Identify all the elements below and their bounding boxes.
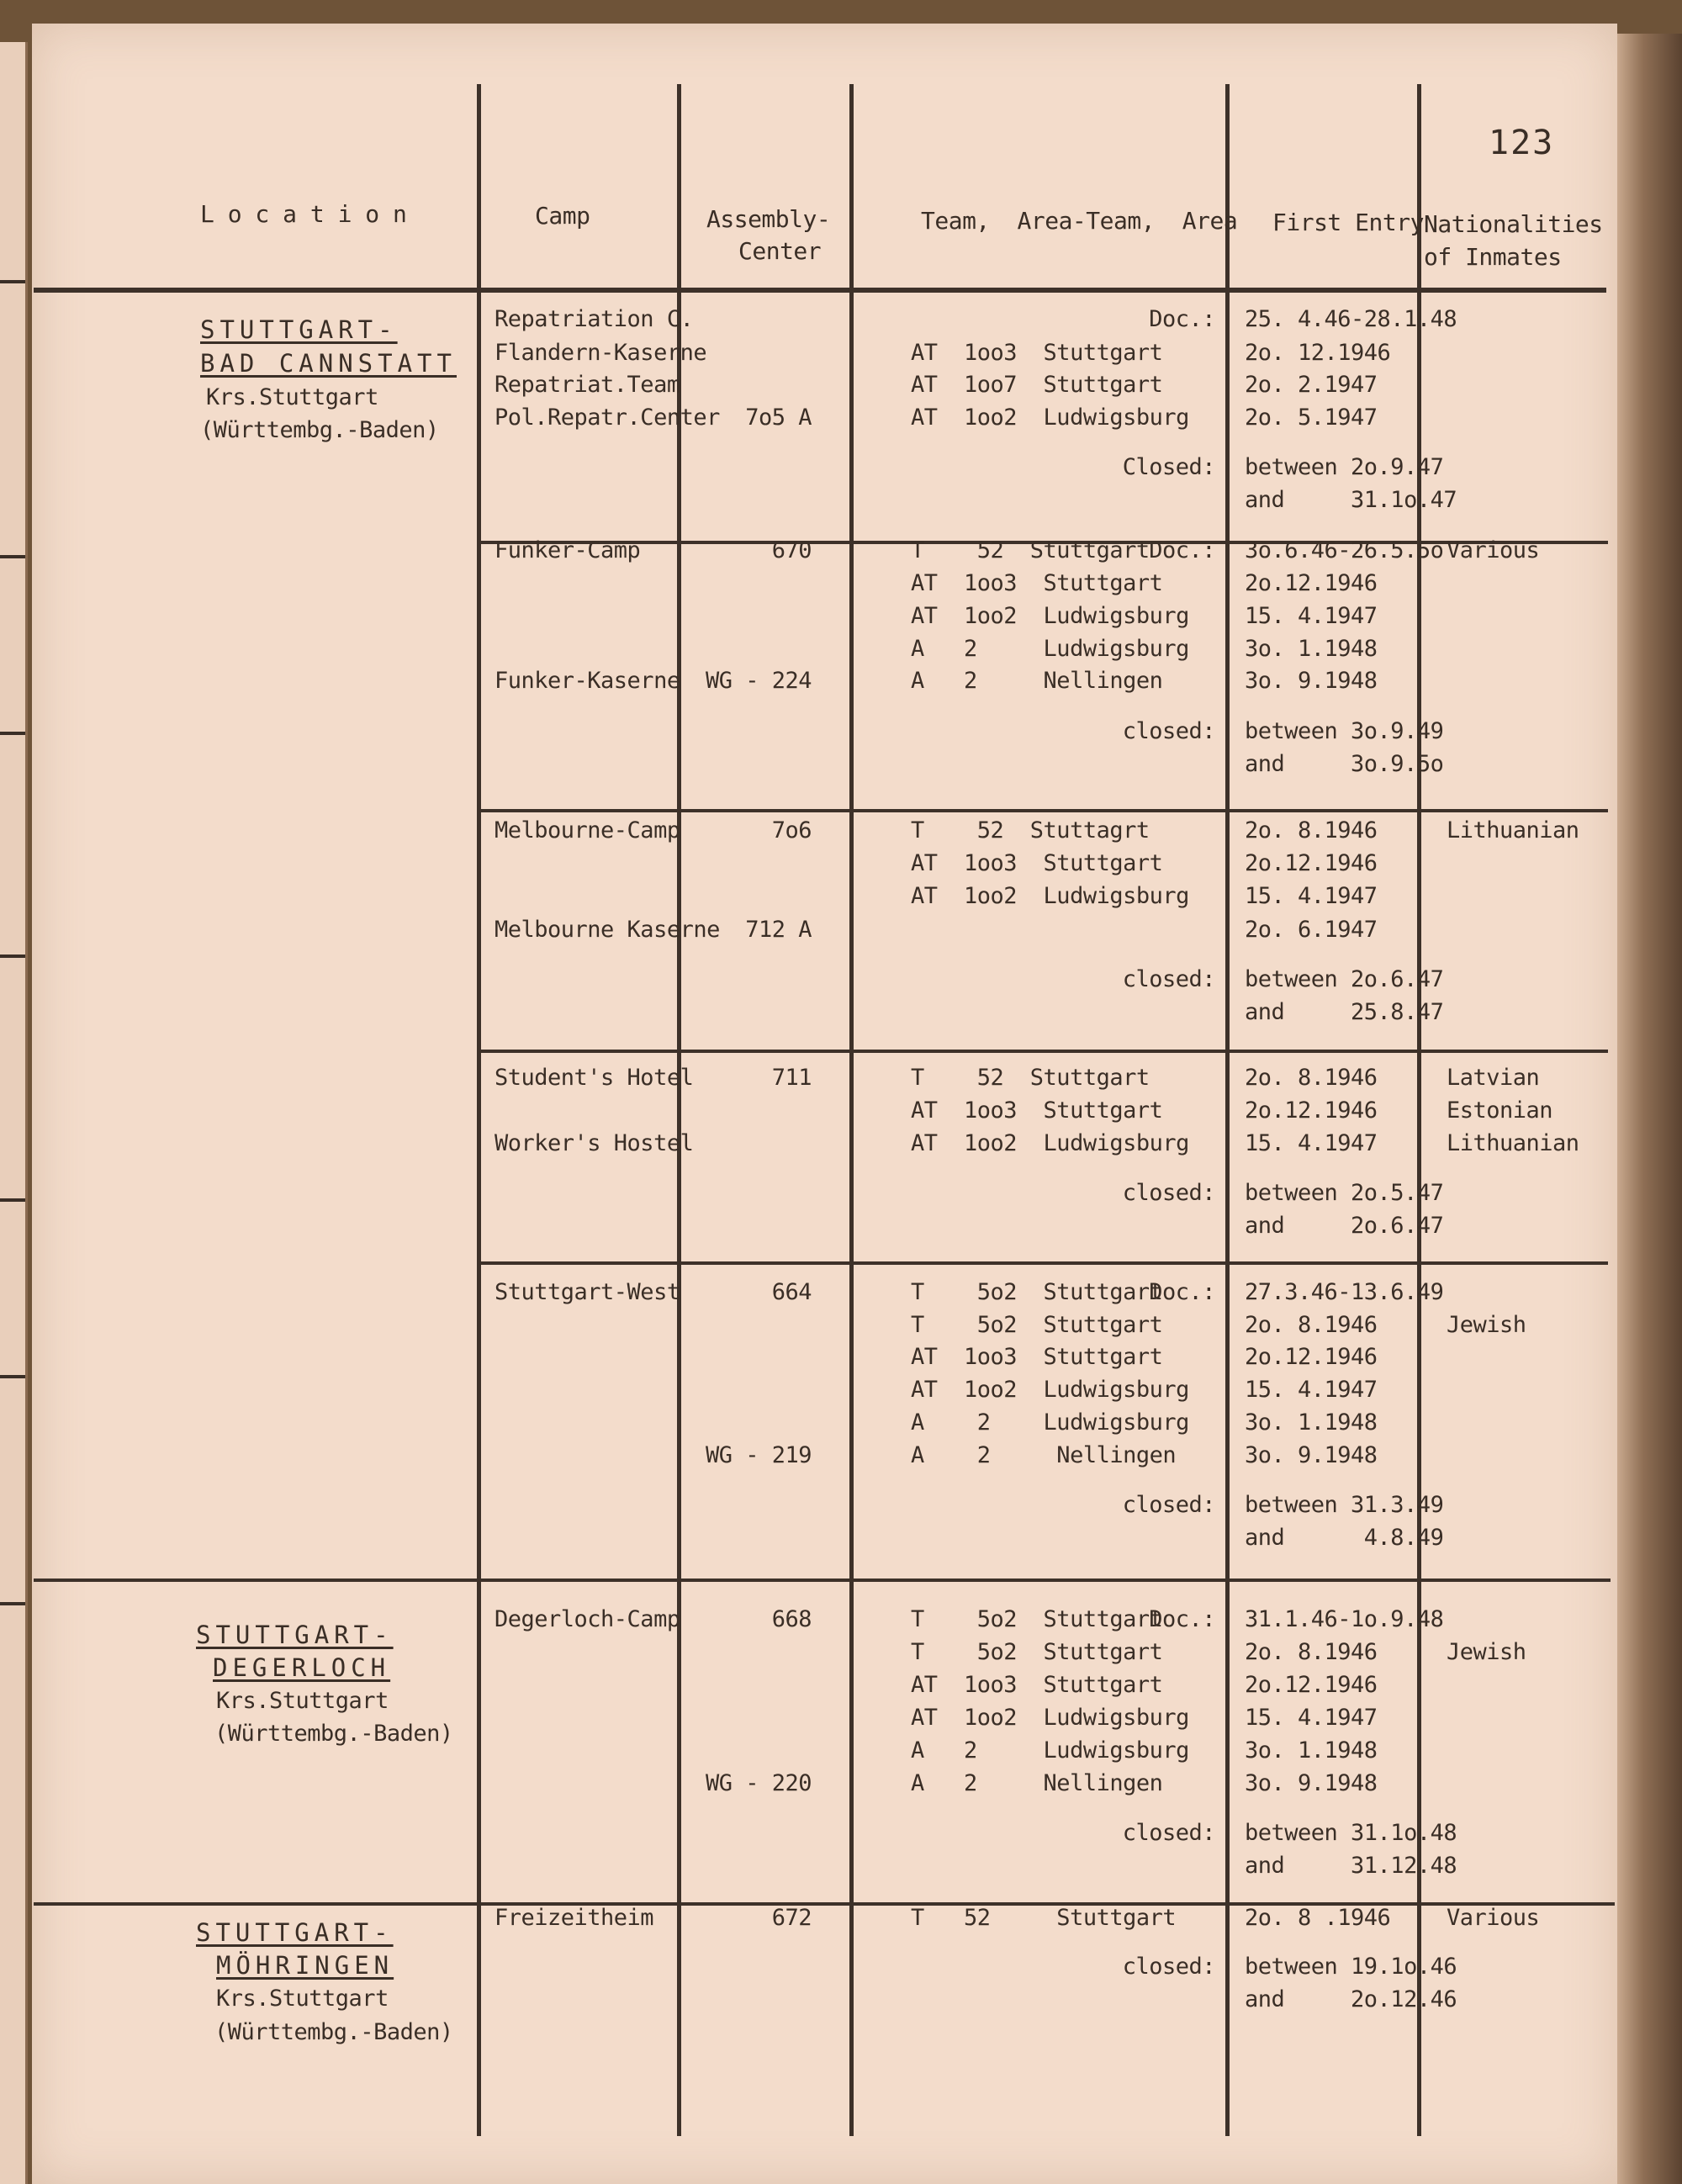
camp-cell: Freizeitheim	[495, 1905, 654, 1931]
team-cell: AT 1oo3 Stuttgart	[911, 570, 1163, 596]
assembly-cell: 672	[771, 1905, 812, 1931]
first-entry-cell: 2o.12.1946	[1245, 570, 1378, 596]
team-cell: AT 1oo3 Stuttgart	[911, 1672, 1163, 1698]
location-district: BAD CANNSTATT	[200, 349, 457, 378]
team-cell: AT 1oo2 Ludwigsburg	[911, 1377, 1189, 1403]
first-entry-cell: and 2o.12.46	[1245, 1986, 1457, 2012]
team-cell: AT 1oo2 Ludwigsburg	[911, 405, 1189, 431]
first-entry-cell: 2o. 5.1947	[1245, 405, 1378, 431]
first-entry-cell: 2o.12.1946	[1245, 1097, 1378, 1124]
col-rule-3	[849, 84, 854, 2136]
team-cell: A 2 Ludwigsburg	[911, 1409, 1189, 1436]
team-cell: T 5o2 Stuttgart	[911, 1639, 1163, 1665]
first-entry-cell: 15. 4.1947	[1245, 603, 1378, 629]
camp-cell: Flandern-Kaserne	[495, 340, 707, 366]
nationality-cell: Estonian	[1447, 1097, 1553, 1124]
assembly-cell: WG - 219	[705, 1442, 812, 1468]
first-entry-cell: between 3o.9.49	[1245, 718, 1444, 744]
camp-cell: Stuttgart-West	[495, 1279, 680, 1305]
first-entry-cell: between 31.3.49	[1245, 1492, 1444, 1518]
first-entry-cell: 15. 4.1947	[1245, 1705, 1378, 1731]
first-entry-cell: 2o. 8.1946	[1245, 817, 1378, 843]
row-rule	[477, 1050, 1608, 1053]
team-cell: AT 1oo2 Ludwigsburg	[911, 1130, 1189, 1156]
first-entry-cell: 3o. 1.1948	[1245, 636, 1378, 662]
first-entry-cell: 2o.12.1946	[1245, 1672, 1378, 1698]
assembly-cell: WG - 220	[705, 1770, 812, 1796]
header-location: L o c a t i o n	[200, 200, 407, 228]
nationality-cell: Jewish	[1447, 1312, 1526, 1338]
first-entry-cell: 3o. 1.1948	[1245, 1409, 1378, 1436]
assembly-cell: 712 A	[745, 917, 812, 943]
team-cell: T 52 Stuttagrt	[911, 817, 1150, 843]
first-entry-cell: and 3o.9.5o	[1245, 751, 1444, 777]
first-entry-cell: 2o. 8 .1946	[1245, 1905, 1391, 1931]
camp-cell: Degerloch-Camp	[495, 1606, 680, 1632]
team-cell: AT 1oo3 Stuttgart	[911, 850, 1163, 876]
first-entry-cell: and 31.1o.47	[1245, 487, 1457, 513]
team-cell: AT 1oo3 Stuttgart	[911, 340, 1163, 366]
assembly-cell: 664	[771, 1279, 812, 1305]
first-entry-cell: and 2o.6.47	[1245, 1213, 1444, 1239]
assembly-cell: 668	[771, 1606, 812, 1632]
camp-cell: Repatriat.Team	[495, 372, 680, 398]
header-first-entry: First Entry	[1272, 209, 1424, 236]
header-rule	[34, 288, 1606, 293]
first-entry-cell: 15. 4.1947	[1245, 883, 1378, 909]
first-entry-cell: between 2o.6.47	[1245, 966, 1444, 992]
team-cell: AT 1oo3 Stuttgart	[911, 1344, 1163, 1370]
previous-page-edge	[0, 42, 28, 2184]
team-cell: AT 1oo3 Stuttgart	[911, 1097, 1163, 1124]
team-cell: A 2 Ludwigsburg	[911, 1737, 1189, 1764]
team-cell: AT 1oo2 Ludwigsburg	[911, 1705, 1189, 1731]
first-entry-cell: and 25.8.47	[1245, 999, 1444, 1025]
doc-label-cell: closed:	[1122, 1492, 1215, 1518]
team-cell: T 52 Stuttgart	[911, 1065, 1150, 1091]
first-entry-cell: 27.3.46-13.6.49	[1245, 1279, 1444, 1305]
header-camp: Camp	[535, 202, 590, 230]
header-nationalities-line1: Nationalities	[1424, 210, 1603, 238]
team-cell: A 2 Nellingen	[911, 1770, 1163, 1796]
team-cell: T 5o2 Stuttgart	[911, 1279, 1163, 1305]
assembly-cell: 670	[771, 537, 812, 563]
header-assembly-line2: Center	[738, 237, 822, 265]
assembly-cell: 711	[771, 1065, 812, 1091]
team-cell: AT 1oo7 Stuttgart	[911, 372, 1163, 398]
first-entry-cell: 15. 4.1947	[1245, 1130, 1378, 1156]
team-cell: AT 1oo2 Ludwigsburg	[911, 883, 1189, 909]
doc-label-cell: Doc.:	[1149, 1279, 1215, 1305]
header-team: Team, Area-Team, Area	[921, 207, 1238, 235]
first-entry-cell: 2o. 12.1946	[1245, 340, 1391, 366]
location-kreis: Krs.Stuttgart	[206, 384, 378, 410]
team-cell: T 5o2 Stuttgart	[911, 1606, 1163, 1632]
team-cell: A 2 Ludwigsburg	[911, 636, 1189, 662]
first-entry-cell: 3o. 9.1948	[1245, 1442, 1378, 1468]
first-entry-cell: 15. 4.1947	[1245, 1377, 1378, 1403]
doc-label-cell: closed:	[1122, 1820, 1215, 1846]
location-kreis: Krs.Stuttgart	[216, 1986, 389, 2012]
location-district: MÖHRINGEN	[216, 1951, 394, 1980]
first-entry-cell: 3o. 9.1948	[1245, 668, 1378, 694]
first-entry-cell: 2o. 8.1946	[1245, 1639, 1378, 1665]
camp-cell: Worker's Hostel	[495, 1130, 694, 1156]
first-entry-cell: between 2o.5.47	[1245, 1180, 1444, 1206]
assembly-cell: 7o6	[771, 817, 812, 843]
assembly-cell: WG - 224	[705, 668, 812, 694]
location-kreis: Krs.Stuttgart	[216, 1688, 389, 1714]
first-entry-cell: 2o. 8.1946	[1245, 1065, 1378, 1091]
team-cell: T 52 Stuttgart	[911, 1905, 1177, 1931]
team-cell: T 52 Stuttgart	[911, 537, 1150, 563]
doc-label-cell: closed:	[1122, 966, 1215, 992]
first-entry-cell: 2o. 6.1947	[1245, 917, 1378, 943]
location-name: STUTTGART-	[200, 315, 398, 344]
doc-label-cell: closed:	[1122, 718, 1215, 744]
doc-label-cell: Doc.:	[1149, 1606, 1215, 1632]
location-state: (Württembg.-Baden)	[214, 2019, 453, 2045]
assembly-cell: 7o5 A	[745, 405, 812, 431]
first-entry-cell: 2o. 8.1946	[1245, 1312, 1378, 1338]
doc-label-cell: closed:	[1122, 1954, 1215, 1980]
first-entry-cell: 2o.12.1946	[1245, 850, 1378, 876]
doc-label-cell: Doc.:	[1149, 306, 1215, 332]
first-entry-cell: between 2o.9.47	[1245, 454, 1444, 480]
first-entry-cell: and 31.12.48	[1245, 1853, 1457, 1879]
team-cell: A 2 Nellingen	[911, 668, 1163, 694]
team-cell: T 5o2 Stuttgart	[911, 1312, 1163, 1338]
first-entry-cell: between 19.1o.46	[1245, 1954, 1457, 1980]
first-entry-cell: 3o.6.46-26.5.5o	[1245, 537, 1444, 563]
doc-label-cell: Doc.:	[1149, 537, 1215, 563]
first-entry-cell: 25. 4.46-28.1.48	[1245, 306, 1457, 332]
first-entry-cell: and 4.8.49	[1245, 1525, 1444, 1551]
location-state: (Württembg.-Baden)	[214, 1721, 453, 1747]
camp-cell: Pol.Repatr.Center	[495, 405, 720, 431]
doc-label-cell: closed:	[1122, 1180, 1215, 1206]
first-entry-cell: 3o. 9.1948	[1245, 1770, 1378, 1796]
camp-cell: Melbourne Kaserne	[495, 917, 720, 943]
first-entry-cell: 3o. 1.1948	[1245, 1737, 1378, 1764]
first-entry-cell: 2o.12.1946	[1245, 1344, 1378, 1370]
row-rule	[477, 809, 1608, 812]
row-rule	[477, 1261, 1608, 1265]
camp-cell: Student's Hotel	[495, 1065, 694, 1091]
first-entry-cell: between 31.1o.48	[1245, 1820, 1457, 1846]
header-assembly-line1: Assembly-	[706, 205, 831, 233]
nationality-cell: Latvian	[1447, 1065, 1540, 1091]
nationality-cell: Jewish	[1447, 1639, 1526, 1665]
col-rule-1	[477, 84, 481, 2136]
nationality-cell: Lithuanian	[1447, 1130, 1579, 1156]
camp-cell: Funker-Kaserne	[495, 668, 680, 694]
doc-label-cell: Closed:	[1122, 454, 1215, 480]
book-spine-edge	[1617, 34, 1682, 2184]
location-name: STUTTGART-	[196, 1621, 394, 1649]
col-rule-4	[1225, 84, 1230, 2136]
camp-cell: Funker-Camp	[495, 537, 641, 563]
page-number: 123	[1489, 124, 1555, 162]
location-district: DEGERLOCH	[213, 1653, 391, 1682]
location-rule	[34, 1579, 1611, 1582]
header-nationalities-line2: of Inmates	[1424, 243, 1562, 271]
location-state: (Württembg.-Baden)	[200, 417, 439, 443]
first-entry-cell: 2o. 2.1947	[1245, 372, 1378, 398]
camp-cell: Melbourne-Camp	[495, 817, 680, 843]
location-name: STUTTGART-	[196, 1918, 394, 1947]
nationality-cell: Various	[1447, 537, 1540, 563]
nationality-cell: Lithuanian	[1447, 817, 1579, 843]
camp-cell: Repatriation C.	[495, 306, 694, 332]
team-cell: AT 1oo2 Ludwigsburg	[911, 603, 1189, 629]
team-cell: A 2 Nellingen	[911, 1442, 1177, 1468]
first-entry-cell: 31.1.46-1o.9.48	[1245, 1606, 1444, 1632]
nationality-cell: Various	[1447, 1905, 1540, 1931]
